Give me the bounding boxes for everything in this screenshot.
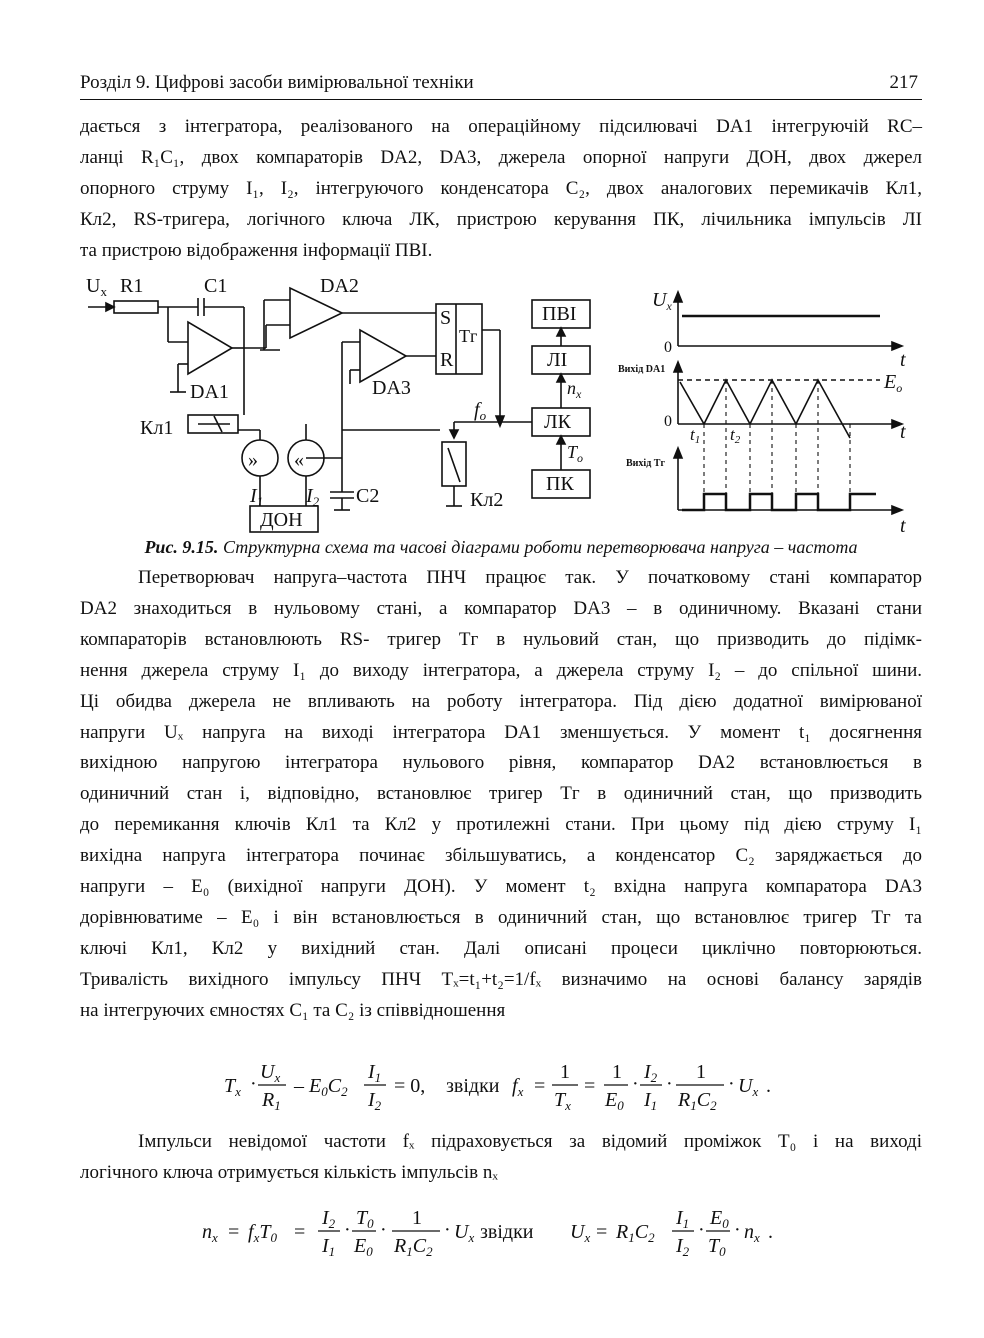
f2-nx2: n	[744, 1221, 754, 1243]
svg-text:R1C2	[615, 1221, 655, 1245]
page-header	[80, 72, 922, 98]
svg-text:Tx	[554, 1089, 571, 1113]
f1-c-sub: 2	[341, 1084, 348, 1099]
t-label-t_1: t	[690, 425, 695, 444]
t-label-t_2-sub: 2	[734, 434, 741, 446]
svg-text:To	[567, 442, 583, 465]
f1-i2-sub: 2	[374, 1098, 382, 1113]
t-label-out-tg: Вихід Тг	[626, 458, 665, 469]
timing-labels	[618, 289, 906, 536]
f1-eq0: = 0,	[394, 1075, 426, 1097]
label-s: S	[440, 307, 452, 329]
f1-dot4: ·	[728, 1073, 735, 1095]
label-lt: «	[294, 449, 304, 471]
f2-i2b-sub: 2	[682, 1244, 690, 1259]
label-i1-sub: 1	[256, 494, 264, 509]
svg-text:Ux	[86, 275, 107, 299]
label-r1: R1	[120, 275, 144, 297]
f2-r1-sub: 1	[406, 1244, 413, 1259]
text-line: на інтегруючих ємностях C₁ та C₂ із співвідношення	[80, 999, 506, 1021]
f1-i2b-sub: 2	[650, 1070, 658, 1085]
formula-1	[220, 1054, 820, 1114]
label-da1: DA1	[190, 381, 229, 403]
t-label-out-da1: Вихід DA1	[618, 364, 666, 375]
f1-tx2-sub: x	[565, 1098, 571, 1113]
f1-whence: звідки	[446, 1075, 500, 1097]
label-ux-sub: x	[100, 284, 107, 299]
f1-one2: 1	[612, 1061, 622, 1083]
label-to: T	[567, 442, 578, 462]
f1-eq2: =	[584, 1075, 596, 1097]
label-i1: I	[250, 485, 257, 507]
f2-fx: f	[248, 1221, 254, 1243]
circuit-and-timing-diagram	[80, 270, 922, 536]
svg-text:Eo	[883, 371, 902, 395]
svg-text:Ux	[652, 289, 672, 313]
label-fo-sub: o	[479, 408, 487, 423]
label-fo: f	[474, 399, 480, 421]
f2-dot3: ·	[444, 1219, 451, 1241]
formula-2	[198, 1200, 818, 1260]
svg-text:I2	[643, 1061, 658, 1085]
t-label-ux: U	[652, 289, 667, 311]
f2-i1: I	[322, 1235, 329, 1257]
svg-text:nx	[744, 1221, 760, 1245]
f2-i1b-sub: 1	[682, 1216, 690, 1231]
f1-i1: I	[368, 1061, 375, 1083]
f2-fx-sub: x	[253, 1230, 260, 1245]
f2-ux2: U	[570, 1221, 585, 1243]
f2-t0-sub: 0	[270, 1230, 277, 1245]
svg-text:I1	[643, 1089, 657, 1113]
text-line: дорівнюватиме – E₀ і він встановлюється в одиничний стан, що встановлює тригер Тг та	[80, 906, 922, 928]
t-label-t3: t	[900, 515, 906, 536]
f1-tx: T	[224, 1075, 236, 1097]
label-c1: C1	[204, 275, 228, 297]
svg-text:T0	[356, 1207, 374, 1231]
f2-dot2: ·	[380, 1219, 387, 1241]
text-line: дається з інтегратора, реалізованого на операційному підсилювачі DA1 інтегруючій RC–	[80, 116, 922, 137]
f2-eq2: =	[294, 1221, 306, 1243]
label-tg: Тг	[459, 326, 478, 346]
label-to-sub: o	[577, 451, 584, 465]
f2-ux-sub: x	[468, 1230, 475, 1245]
text-line: DA2 знаходиться в нульовому стані, а компаратор DA3 – в одиничному. Вказані стани	[80, 597, 922, 619]
label-da3: DA3	[372, 377, 411, 399]
t-label-eo-sub: o	[896, 381, 903, 395]
f1-r1b-sub: 1	[690, 1098, 697, 1113]
text-line: компараторів встановлюють RS- тригер Тг в нульовий стан, що призводить до підімк-	[80, 628, 922, 650]
f1-r1-sub: 1	[274, 1098, 281, 1113]
f2-dot: ·	[344, 1219, 351, 1241]
f2-dot5: ·	[734, 1219, 741, 1241]
text-line: до перемикання ключів Кл1 та Кл2 у протилежні стани. При цьому під дією струму I₁	[80, 814, 922, 836]
f2-t0c: T	[708, 1235, 720, 1257]
f2-e0b-sub: 0	[722, 1216, 729, 1231]
label-nx: n	[567, 378, 576, 398]
figure-caption	[80, 537, 922, 558]
f2-c2: C	[412, 1235, 427, 1257]
f2-whence: звідки	[480, 1221, 534, 1243]
t-label-t_1-sub: 1	[694, 434, 701, 446]
svg-text:I1	[675, 1207, 689, 1231]
f1-eq: =	[534, 1075, 546, 1097]
svg-text:I1	[367, 1061, 381, 1085]
f1-ux-sub: x	[274, 1070, 281, 1085]
paragraph-1	[80, 112, 922, 267]
t-label-t1: t	[900, 349, 906, 371]
f1-dot: ·	[250, 1073, 257, 1095]
text-line: ланці R₁C₁, двох компараторів DA2, DA3, джерела опорної напруги ДОН, двох джерел	[80, 146, 922, 168]
f1-ux2-sub: x	[752, 1084, 759, 1099]
label-r: R	[440, 349, 454, 371]
formula-2-svg	[198, 1200, 818, 1260]
label-gt: »	[248, 449, 258, 471]
f1-r1: R	[262, 1089, 275, 1111]
f1-fx: f	[512, 1075, 518, 1097]
f1-r1b: R	[678, 1089, 691, 1111]
text-line: логічного ключа отримується кількість імпульсів nₓ	[80, 1161, 498, 1183]
page-number: 217	[889, 72, 918, 93]
f1-i1b-sub: 1	[650, 1098, 658, 1113]
svg-text:Tx	[224, 1075, 241, 1099]
f2-i1-sub: 1	[328, 1244, 336, 1259]
svg-text:fx	[512, 1075, 524, 1099]
timing-diagrams	[674, 292, 902, 514]
f1-tx-sub: x	[235, 1084, 241, 1099]
text-line: напруги – E₀ (вихідної напруги ДОН). У момент t₂ вхідна напруга компаратора DA3	[80, 876, 922, 898]
f2-one: 1	[412, 1207, 422, 1229]
svg-text:t1	[690, 425, 700, 446]
f1-minus-e: – E	[294, 1075, 322, 1097]
f1-ux: U	[260, 1061, 275, 1083]
paragraph-3	[80, 1127, 922, 1189]
f2-dot4: ·	[698, 1219, 705, 1241]
header-rule	[80, 99, 922, 100]
f1-dot2: ·	[632, 1073, 639, 1095]
svg-text:fo	[474, 399, 487, 423]
svg-text:fxT0	[248, 1221, 277, 1245]
f2-i2b: I	[676, 1235, 683, 1257]
svg-text:R1	[261, 1089, 281, 1113]
f1-fx-sub: x	[517, 1084, 524, 1099]
svg-text:Ux	[570, 1221, 590, 1245]
t-label-t_2: t	[730, 425, 735, 444]
svg-text:nx	[567, 378, 582, 401]
f2-r1b: R	[616, 1221, 629, 1243]
label-kl1: Кл1	[140, 417, 174, 439]
resistor-r1	[114, 301, 158, 313]
f2-nx: n	[202, 1221, 212, 1243]
f1-e-sub: 0	[321, 1084, 328, 1099]
f2-e0-sub: 0	[366, 1244, 373, 1259]
running-title: Розділ 9. Цифрові засоби вимірювальної техніки	[80, 72, 474, 93]
f2-t0b-sub: 0	[367, 1216, 374, 1231]
f2-t0: T	[259, 1221, 271, 1243]
f2-end: .	[768, 1221, 773, 1243]
svg-text:Ux	[738, 1075, 758, 1099]
t-label-zero2: 0	[664, 413, 672, 430]
caption-number: Рис. 9.15.	[144, 537, 219, 557]
f1-e0-sub: 0	[617, 1098, 624, 1113]
svg-text:R1C2	[393, 1235, 433, 1259]
label-don: ДОН	[260, 509, 303, 531]
text-line: та пристрою відображення інформації ПВІ.	[80, 239, 433, 261]
svg-text:I1	[321, 1235, 335, 1259]
label-i2-sub: 2	[312, 494, 320, 509]
circuit-schematic	[88, 288, 590, 532]
f2-e0b: E	[710, 1207, 723, 1229]
f2-nx-sub: x	[212, 1230, 218, 1245]
f2-nx2-sub: x	[754, 1230, 760, 1245]
label-nx-sub: x	[576, 387, 582, 401]
f2-r1b-sub: 1	[628, 1230, 635, 1245]
f1-c2: C	[696, 1089, 711, 1111]
f1-one3: 1	[696, 1061, 706, 1083]
formula-1-svg	[220, 1054, 820, 1114]
f2-c2b: C	[634, 1221, 649, 1243]
text-line: вихідною напругою інтегратора нульового рівня, компаратор DA2 встановлюється в	[80, 752, 922, 774]
f1-i2b: I	[644, 1061, 651, 1083]
comparator-da3	[360, 330, 406, 382]
text-line: Кл2, RS-тригера, логічного ключа ЛК, пристрою керування ПК, лічильника імпульсів ЛІ	[80, 208, 922, 230]
f1-end: .	[766, 1075, 771, 1097]
f2-i2-sub: 2	[328, 1216, 336, 1231]
label-pvi: ПВІ	[542, 303, 577, 325]
f2-c2-sub: 2	[426, 1244, 433, 1259]
text-line: Перетворювач напруга–частота ПНЧ працює так. У початковому стані компаратор	[138, 567, 922, 588]
text-line: напруги Uₓ напруга на виході інтегратора DA1 зменшується. У момент t₁ досягнення	[80, 721, 922, 743]
svg-text:I2	[675, 1235, 690, 1259]
label-lk: ЛК	[544, 411, 571, 433]
svg-text:I2	[321, 1207, 336, 1231]
text-line: вихідна напруга інтегратора починає збільшуватись, а конденсатор C₂ заряджається до	[80, 845, 922, 867]
label-kl2: Кл2	[470, 489, 504, 511]
label-c2: C2	[356, 485, 380, 507]
label-li: ЛІ	[547, 349, 568, 371]
f2-ux: U	[454, 1221, 469, 1243]
f1-e0: E	[605, 1089, 618, 1111]
text-line: опорного струму I₁, I₂, інтегруючого конденсатора C₂, двох аналогових перемикачів Кл1,	[80, 177, 922, 199]
caption-text: Структурна схема та часові діаграми роботи перетворювача напруга – частота	[218, 537, 858, 557]
t-label-ux-sub: x	[666, 299, 672, 313]
f2-eq: =	[228, 1221, 240, 1243]
f1-one: 1	[560, 1061, 570, 1083]
f1-ux2: U	[738, 1075, 753, 1097]
svg-text:E0	[709, 1207, 729, 1231]
f2-i2: I	[322, 1207, 329, 1229]
f2-ux2-sub: x	[584, 1230, 591, 1245]
svg-text:t2	[730, 425, 741, 446]
label-ux: U	[86, 275, 101, 297]
f2-t0b: T	[356, 1207, 368, 1229]
f2-i1b: I	[676, 1207, 683, 1229]
svg-text:I1	[249, 485, 263, 509]
svg-text:I2	[305, 485, 320, 509]
text-line: ключі Кл1, Кл2 у вихідний стан. Далі описані процеси циклічно повторюються.	[80, 937, 922, 959]
svg-text:E0	[604, 1089, 624, 1113]
svg-text:nx	[202, 1221, 218, 1245]
f1-tx2: T	[554, 1089, 566, 1111]
f1-i2: I	[368, 1089, 375, 1111]
figure-9-15	[80, 270, 922, 536]
label-da2: DA2	[320, 275, 359, 297]
t-label-t2: t	[900, 421, 906, 443]
f2-e0: E	[354, 1235, 367, 1257]
f2-t0c-sub: 0	[719, 1244, 726, 1259]
svg-text:Ux	[454, 1221, 474, 1245]
f1-i1b: I	[644, 1089, 651, 1111]
label-pk: ПК	[546, 473, 574, 495]
opamp-da1	[188, 322, 232, 374]
svg-text:E0	[353, 1235, 373, 1259]
svg-text:T0	[708, 1235, 726, 1259]
f1-c2-sub: 2	[710, 1098, 717, 1113]
f1-dot3: ·	[666, 1073, 673, 1095]
svg-text:– E0C2	[293, 1075, 348, 1099]
svg-text:R1C2	[677, 1089, 717, 1113]
svg-text:Ux	[260, 1061, 280, 1085]
text-line: Ці обидва джерела не впливають на роботу інтегратора. Під дією додатної вимірюваної	[80, 690, 922, 712]
t-label-zero1: 0	[664, 339, 672, 356]
text-line: одиничний стан і, відповідно, встановлює тригер Тг в одиничний стан, що призводить	[80, 783, 922, 805]
f1-c: C	[327, 1075, 342, 1097]
label-i2: I	[306, 485, 313, 507]
svg-text:I2	[367, 1089, 382, 1113]
f1-i1-sub: 1	[374, 1070, 382, 1085]
paragraph-2	[80, 563, 922, 1027]
f2-r1: R	[394, 1235, 407, 1257]
text-line: Імпульси невідомої частоти fₓ підраховується за відомий проміжок T₀ і на виході	[138, 1131, 922, 1152]
text-line: Тривалість вихідного імпульсу ПНЧ Tₓ=t₁+t₂=1/fₓ визначимо на основі балансу зарядів	[80, 968, 922, 990]
t-label-eo: E	[884, 371, 897, 393]
f2-c2b-sub: 2	[648, 1230, 655, 1245]
text-line: нення джерела струму I₁ до виходу інтегратора, а джерела струму I₂ – до спільної шини.	[80, 659, 922, 681]
f2-eq3: =	[596, 1221, 608, 1243]
